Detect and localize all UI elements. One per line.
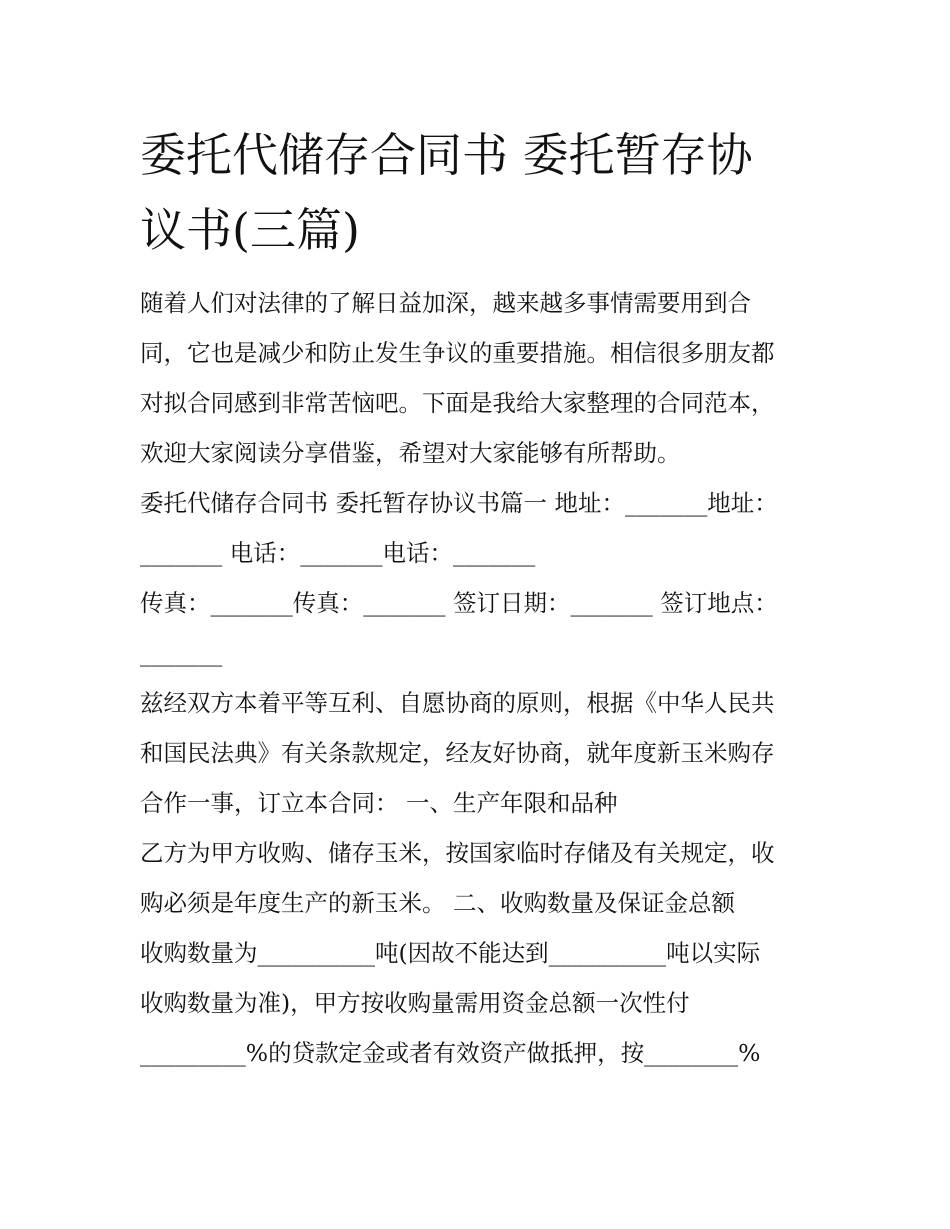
body-line: 对拟合同感到非常苦恼吧。下面是我给大家整理的合同范本， [140, 389, 775, 417]
body-line: 合作一事，订立本合同： 一、生产年限和品种 [140, 789, 618, 817]
body-line: 随着人们对法律的了解日益加深，越来越多事情需要用到合 [140, 289, 751, 317]
body-line: 收购数量为准)，甲方按收购量需用资金总额一次性付 [140, 989, 690, 1017]
body-line: 兹经双方本着平等互利、自愿协商的原则，根据《中华人民共 [140, 689, 775, 717]
body-line: 传真：_______传真：_______ 签订日期：_______ 签订地点： [140, 589, 778, 617]
body-line: 委托代储存合同书 委托暂存协议书篇一 地址：_______地址： [140, 489, 778, 517]
body-line: 乙方为甲方收购、储存玉米，按国家临时存储及有关规定，收 [140, 839, 775, 867]
body-line: _______ 电话：_______电话：_______ [140, 539, 536, 567]
title-line: 委托代储存合同书 委托暂存协 [140, 128, 753, 182]
body-line: 欢迎大家阅读分享借鉴，希望对大家能够有所帮助。 [140, 439, 681, 467]
body-line: 和国民法典》有关条款规定，经友好协商，就年度新玉米购存 [140, 739, 775, 767]
body-line: 同，它也是减少和防止发生争议的重要措施。相信很多朋友都 [140, 339, 775, 367]
body-line: _________%的贷款定金或者有效资产做抵押，按________% [140, 1039, 761, 1067]
body-line: 收购数量为__________吨(因故不能达到__________吨以实际 [140, 939, 761, 967]
body-line: _______ [140, 639, 223, 667]
body-line: 购必须是年度生产的新玉米。 二、收购数量及保证金总额 [140, 889, 735, 917]
document-page [140, 118, 820, 1078]
title-line: 议书(三篇) [140, 203, 360, 257]
document-body [140, 278, 820, 1078]
document-title [140, 118, 820, 268]
